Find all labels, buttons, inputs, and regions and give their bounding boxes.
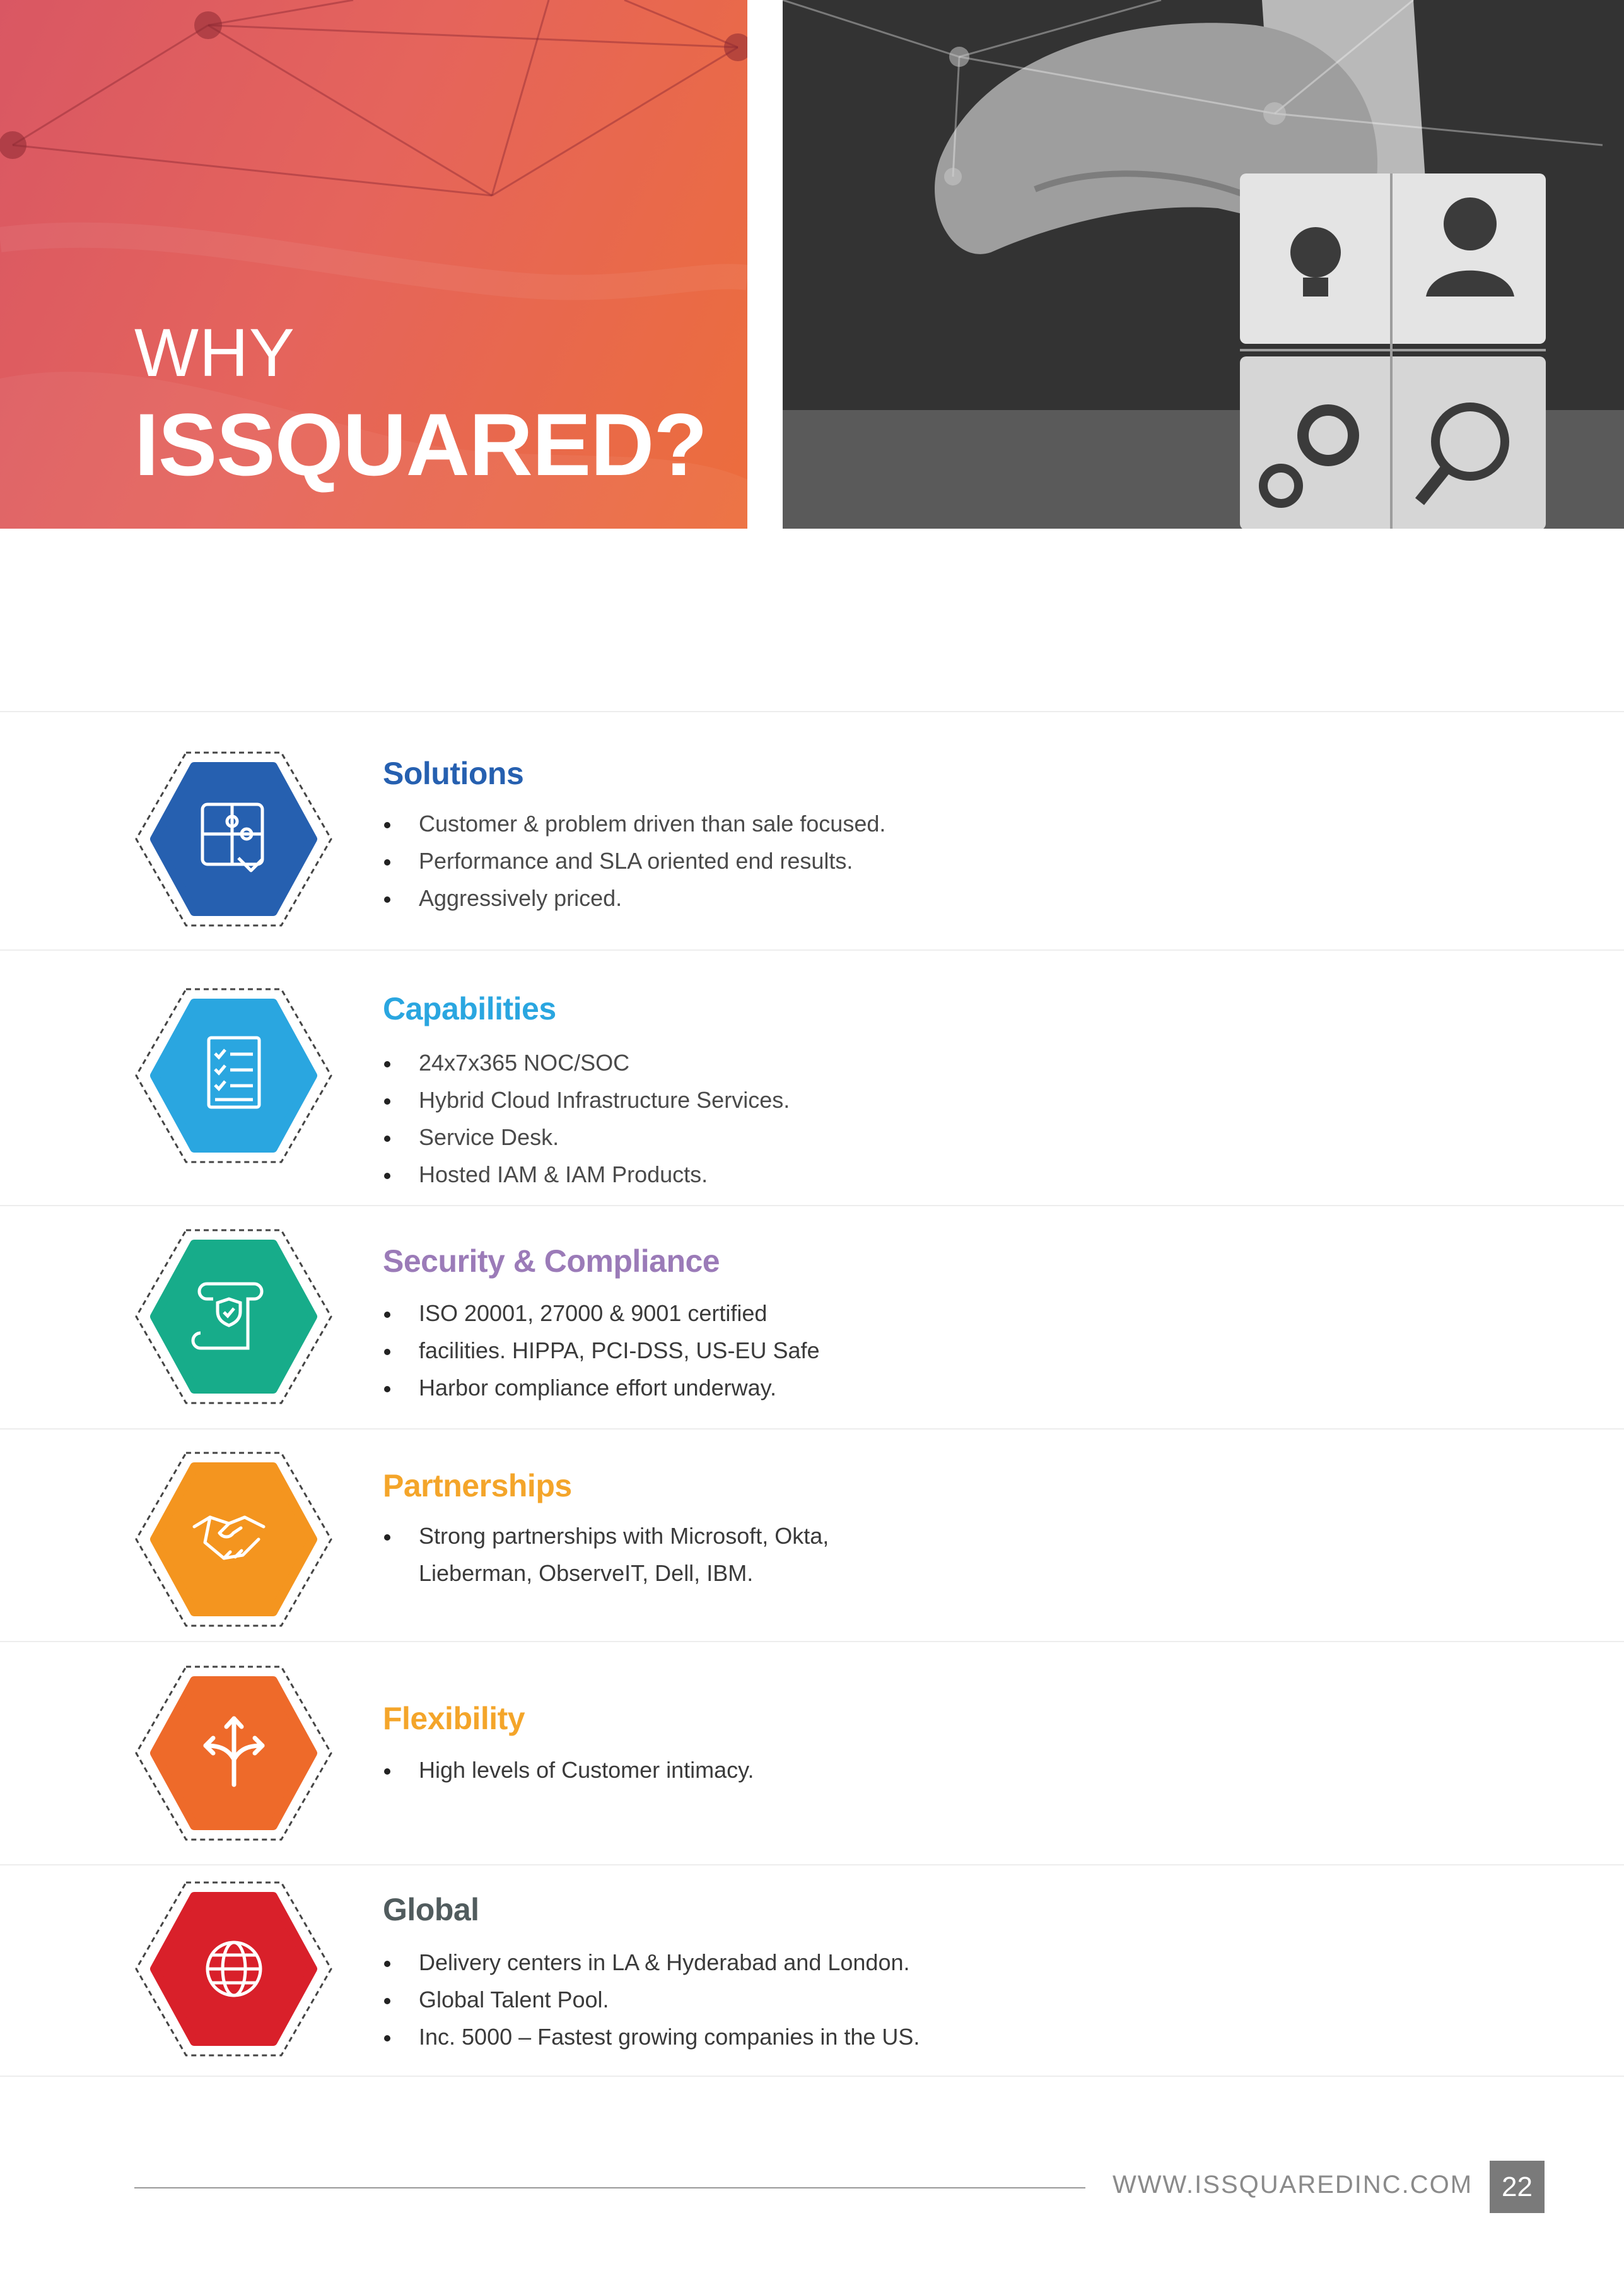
split-arrows-icon [134,1665,333,1841]
section-title-capabilities: Capabilities [383,991,556,1026]
list-item: 24x7x365 NOC/SOC [383,1044,790,1081]
section-title-partnerships: Partnerships [383,1468,572,1503]
footer-rule [134,2187,1085,2188]
section-divider [0,711,1624,712]
list-item: Customer & problem driven than sale focused. [383,805,885,842]
section-divider [0,1641,1624,1642]
section-divider [0,949,1624,951]
footer-website-link[interactable]: WWW.ISSQUAREDINC.COM [1113,2171,1473,2199]
handshake-icon [134,1451,333,1628]
list-item: High levels of Customer intimacy. [383,1751,754,1788]
section-divider [0,1864,1624,1865]
list-item: Aggressively priced. [383,879,885,917]
solutions-hexagon [134,751,333,927]
capabilities-hexagon [134,987,333,1164]
puzzle-icon [134,751,333,927]
list-item: Hosted IAM & IAM Products. [383,1156,790,1193]
section-title-security-compliance: Security & Compliance [383,1243,720,1279]
section-title-flexibility: Flexibility [383,1701,525,1736]
capabilities-list [383,1044,790,1193]
page-number: 22 [1490,2161,1545,2213]
section-divider [0,1205,1624,1206]
section-title-global: Global [383,1892,479,1927]
hero-photo-puzzle [783,0,1624,529]
list-item: Strong partnerships with Microsoft, Okta, [383,1517,829,1554]
hero-title-why: WHY [134,314,295,391]
flexibility-hexagon [134,1665,333,1841]
globe-icon [134,1881,333,2057]
global-list [383,1944,920,2055]
certificate-scroll-icon [134,1228,333,1405]
checklist-icon [134,987,333,1164]
security-hexagon [134,1228,333,1405]
solutions-list [383,805,885,917]
list-item: Inc. 5000 – Fastest growing companies in the US. [383,2018,920,2055]
list-item: Lieberman, ObserveIT, Dell, IBM. [419,1560,754,1586]
list-item: Harbor compliance effort underway. [383,1369,820,1406]
list-item: facilities. HIPPA, PCI-DSS, US-EU Safe [383,1332,820,1369]
global-hexagon [134,1881,333,2057]
list-item: Hybrid Cloud Infrastructure Services. [383,1081,790,1119]
list-item: ISO 20001, 27000 & 9001 certified [383,1295,820,1332]
list-item: Global Talent Pool. [383,1981,920,2018]
flexibility-list [383,1751,754,1788]
list-item: Performance and SLA oriented end results. [383,842,885,879]
partnerships-hexagon [134,1451,333,1628]
section-title-solutions: Solutions [383,756,524,791]
partnerships-list [383,1517,829,1592]
hero-title-issquared: ISSQUARED? [134,395,707,494]
hero-banner [0,0,747,529]
list-item: Service Desk. [383,1119,790,1156]
security-list [383,1295,820,1406]
list-item: Delivery centers in LA & Hyderabad and London. [383,1944,920,1981]
section-divider [0,1428,1624,1430]
section-divider [0,2076,1624,2077]
